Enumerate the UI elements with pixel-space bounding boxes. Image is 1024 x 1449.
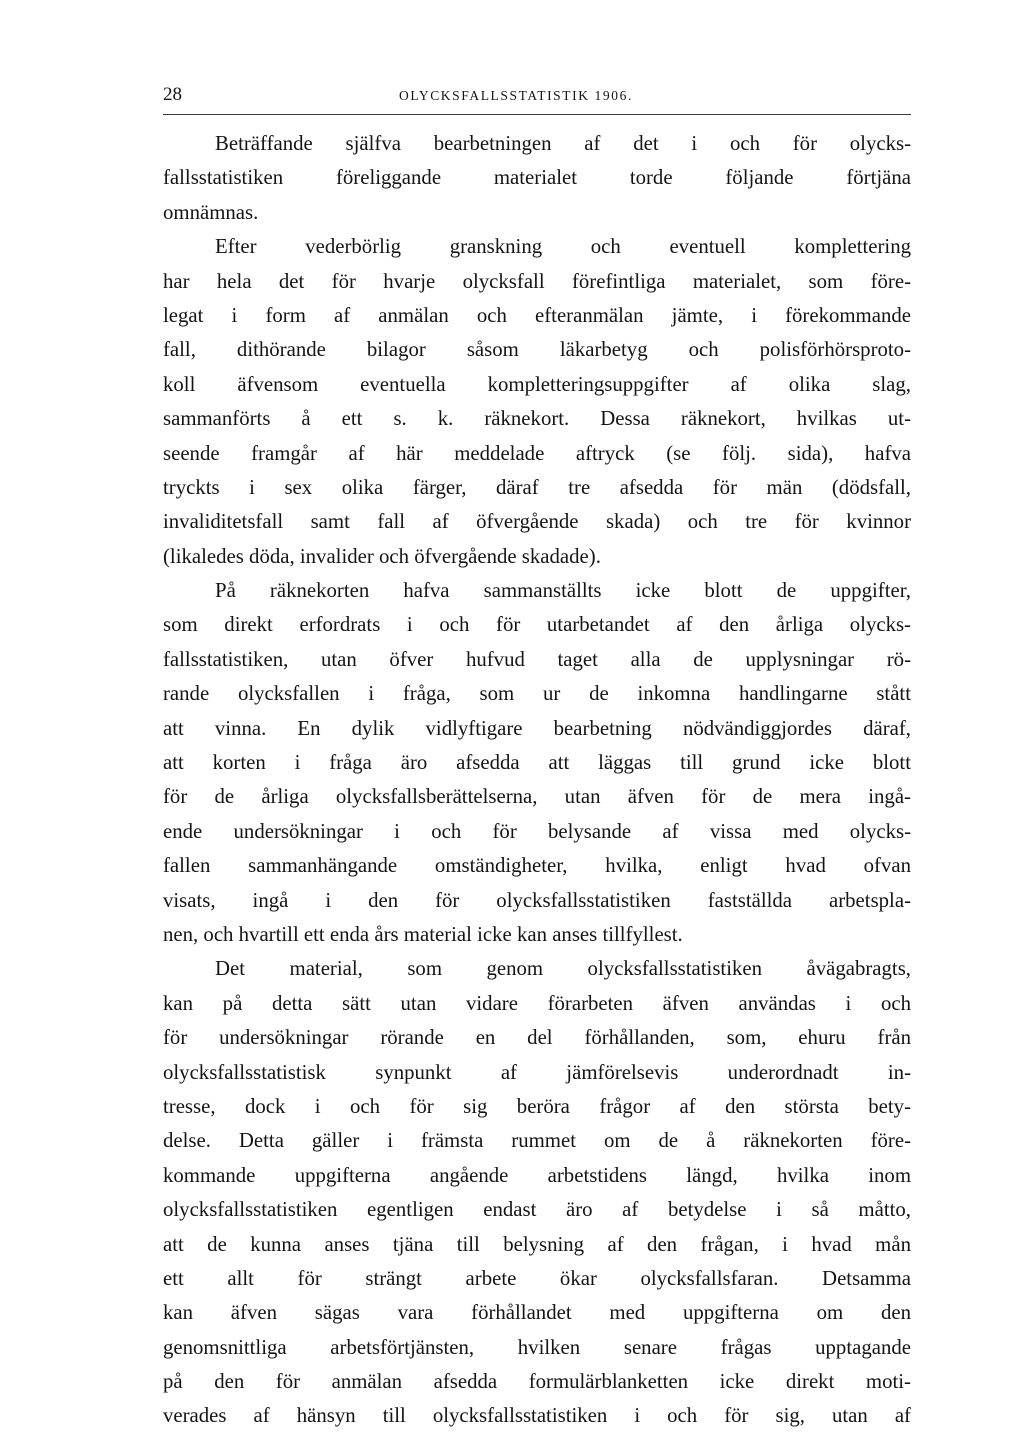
body-text bbox=[163, 127, 911, 1434]
text-line: verades af hänsyn till olycksfallsstatistiken i och för sig, utan af bbox=[163, 1404, 911, 1428]
running-title: OLYCKSFALLSSTATISTIK 1906. bbox=[399, 88, 633, 103]
text-line: nen, och hvartill ett enda års material icke kan anses tillfyllest. bbox=[163, 922, 683, 946]
text-line: kan på detta sätt utan vidare förarbeten äfven användas i och bbox=[163, 991, 911, 1015]
text-line: att vinna. En dylik vidlyftigare bearbetning nödvändiggjordes däraf, bbox=[163, 716, 911, 740]
text-line: olycksfallsstatistiken egentligen endast äro af betydelse i så måtto, bbox=[163, 1198, 911, 1222]
text-line: fallsstatistiken, utan öfver hufvud taget alla de upplysningar rö- bbox=[163, 647, 911, 671]
page-number: 28 bbox=[163, 84, 182, 105]
text-line: rande olycksfallen i fråga, som ur de inkomna handlingarne stått bbox=[163, 682, 911, 706]
text-line: fall, dithörande bilagor såsom läkarbetyg och polisförhörsproto- bbox=[163, 338, 911, 362]
text-line: för undersökningar rörande en del förhållanden, som, ehuru från bbox=[163, 1026, 911, 1050]
text-line: koll äfvensom eventuella kompletteringsuppgifter af olika slag, bbox=[163, 372, 911, 396]
text-line: delse. Detta gäller i främsta rummet om de å räknekorten före- bbox=[163, 1129, 911, 1153]
text-line: (likaledes döda, invalider och öfvergående skadade). bbox=[163, 544, 601, 568]
text-line: fallsstatistiken föreliggande materialet torde följande förtjäna bbox=[163, 166, 911, 190]
text-line: legat i form af anmälan och efteranmälan jämte, i förekommande bbox=[163, 303, 911, 327]
text-line: att de kunna anses tjäna till belysning af den frågan, i hvad mån bbox=[163, 1232, 911, 1256]
text-line: Det material, som genom olycksfallsstatistiken åvägabragts, bbox=[215, 957, 911, 981]
text-line: på den för anmälan afsedda formulärblanketten icke direkt moti- bbox=[163, 1370, 911, 1394]
text-line: Beträffande själfva bearbetningen af det i och för olycks- bbox=[215, 132, 911, 155]
text-line: som direkt erfordrats i och för utarbetandet af den årliga olycks- bbox=[163, 613, 911, 637]
text-line: ett allt för strängt arbete ökar olycksfallsfaran. Detsamma bbox=[163, 1266, 911, 1290]
text-line: omnämnas. bbox=[163, 200, 259, 224]
text-line: fallen sammanhängande omständigheter, hvilka, enligt hvad ofvan bbox=[163, 854, 911, 878]
text-line: kan äfven sägas vara förhållandet med uppgifterna om den bbox=[163, 1301, 911, 1325]
text-line: genomsnittliga arbetsförtjänsten, hvilken senare frågas upptagande bbox=[163, 1335, 911, 1359]
text-line: att korten i fråga äro afsedda att läggas till grund icke blott bbox=[163, 751, 911, 775]
text-line: för de årliga olycksfallsberättelserna, utan äfven för de mera ingå- bbox=[163, 785, 911, 809]
text-line: På räknekorten hafva sammanställts icke blott de uppgifter, bbox=[215, 579, 911, 603]
text-line: Efter vederbörlig granskning och eventuell komplettering bbox=[215, 235, 911, 259]
running-head bbox=[163, 80, 911, 115]
text-line: kommande uppgifterna angående arbetstidens längd, hvilka inom bbox=[163, 1163, 911, 1187]
text-line: tresse, dock i och för sig beröra frågor af den största bety- bbox=[163, 1094, 911, 1118]
text-line: sammanförts å ett s. k. räknekort. Dessa räknekort, hvilkas ut- bbox=[163, 407, 911, 431]
document-page bbox=[163, 80, 911, 1434]
text-line: ende undersökningar i och för belysande af vissa med olycks- bbox=[163, 819, 911, 843]
text-line: tryckts i sex olika färger, däraf tre afsedda för män (dödsfall, bbox=[163, 475, 911, 499]
text-line: olycksfallsstatistisk synpunkt af jämförelsevis underordnadt in- bbox=[163, 1060, 911, 1084]
text-line: visats, ingå i den för olycksfallsstatistiken fastställda arbetspla- bbox=[163, 888, 911, 912]
text-line: har hela det för hvarje olycksfall förefintliga materialet, som före- bbox=[163, 269, 911, 293]
text-line: seende framgår af här meddelade aftryck (se följ. sida), hafva bbox=[163, 441, 911, 465]
text-line: invaliditetsfall samt fall af öfvergående skada) och tre för kvinnor bbox=[163, 510, 911, 534]
